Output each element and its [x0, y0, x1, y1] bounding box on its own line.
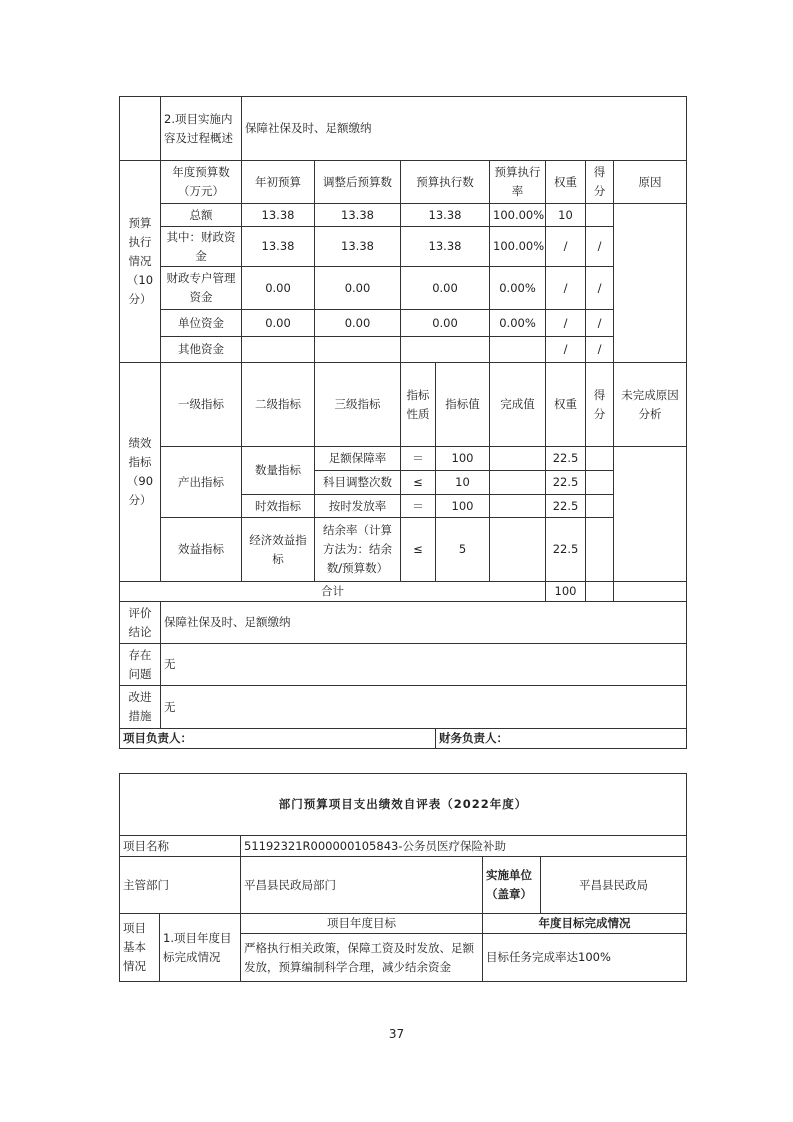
goal-header: 项目年度目标 [241, 914, 483, 934]
finance-lead-label: 财务负责人： [436, 729, 687, 749]
perf-weight: 22.5 [546, 447, 586, 471]
budget-initial: 13.38 [242, 204, 315, 227]
conclusion-label: 评价结论 [120, 602, 161, 644]
budget-weight: / [546, 337, 586, 363]
perf-nature: ＝ [401, 447, 436, 471]
perf-header: 未完成原因分析 [614, 363, 687, 447]
form-title: 部门预算项目支出绩效自评表（2022年度） [120, 774, 687, 836]
total-score [586, 582, 614, 602]
budget-header: 得分 [586, 161, 614, 204]
perf-score [586, 447, 614, 471]
budget-rate: 0.00% [490, 267, 546, 310]
budget-rate: 0.00% [490, 310, 546, 337]
perf-score [586, 495, 614, 518]
budget-header: 预算执行率 [490, 161, 546, 204]
budget-rate [490, 337, 546, 363]
perf-row-name: 按时发放率 [315, 495, 401, 518]
budget-initial: 0.00 [242, 267, 315, 310]
perf-done [490, 495, 546, 518]
perf-row-name: 科目调整次数 [315, 471, 401, 495]
perf-score [586, 518, 614, 582]
quantity-indicator-label: 数量指标 [242, 447, 315, 495]
budget-weight: 10 [546, 204, 586, 227]
budget-header: 年初预算 [242, 161, 315, 204]
budget-row-name: 财政专户管理资金 [161, 267, 242, 310]
budget-weight: / [546, 267, 586, 310]
perf-reason [614, 447, 687, 582]
budget-row-name: 其他资金 [161, 337, 242, 363]
budget-header: 权重 [546, 161, 586, 204]
budget-header: 年度预算数（万元） [161, 161, 242, 204]
perf-header: 三级指标 [315, 363, 401, 447]
budget-reason [614, 204, 687, 363]
perf-nature: ≤ [401, 471, 436, 495]
budget-score: / [586, 227, 614, 267]
budget-rate: 100.00% [490, 204, 546, 227]
budget-initial: 13.38 [242, 227, 315, 267]
budget-adjusted [315, 337, 401, 363]
perf-target: 100 [436, 495, 490, 518]
budget-header: 预算执行数 [401, 161, 490, 204]
budget-executed: 0.00 [401, 267, 490, 310]
budget-row-name: 单位资金 [161, 310, 242, 337]
budget-score: / [586, 310, 614, 337]
perf-done [490, 447, 546, 471]
total-reason [614, 582, 687, 602]
budget-weight: / [546, 310, 586, 337]
perf-target: 10 [436, 471, 490, 495]
output-indicator-label: 产出指标 [161, 447, 242, 518]
perf-nature: ≤ [401, 518, 436, 582]
perf-score [586, 471, 614, 495]
budget-row-name: 总额 [161, 204, 242, 227]
perf-row-name: 足额保障率 [315, 447, 401, 471]
budget-executed: 13.38 [401, 227, 490, 267]
basic-info-label: 项目基本情况 [120, 914, 160, 982]
dept-label: 主管部门 [120, 857, 241, 914]
budget-row-name: 其中：财政资金 [161, 227, 242, 267]
perf-header: 指标性质 [401, 363, 436, 447]
total-weight: 100 [546, 582, 586, 602]
perf-row-name: 结余率（计算方法为：结余数/预算数） [315, 518, 401, 582]
perf-header: 二级指标 [242, 363, 315, 447]
perf-weight: 22.5 [546, 495, 586, 518]
budget-rate: 100.00% [490, 227, 546, 267]
page-number: 37 [388, 1027, 405, 1041]
perf-weight: 22.5 [546, 518, 586, 582]
impl-unit-label: 实施单位（盖章） [483, 857, 541, 914]
goal-text: 严格执行相关政策，保障工资及时发放、足额发放，预算编制科学合理，减少结余资金 [241, 934, 483, 982]
budget-adjusted: 0.00 [315, 267, 401, 310]
perf-section-label: 绩效指标（90分） [120, 363, 161, 582]
budget-weight: / [546, 227, 586, 267]
perf-header: 指标值 [436, 363, 490, 447]
perf-nature: ＝ [401, 495, 436, 518]
budget-initial: 0.00 [242, 310, 315, 337]
dept-value: 平昌县民政局部门 [241, 857, 483, 914]
measures-text: 无 [161, 686, 687, 729]
empty-cell [120, 97, 161, 161]
problems-text: 无 [161, 644, 687, 686]
project-name-value: 51192321R000000105843-公务员医疗保险补助 [241, 836, 687, 857]
budget-executed: 0.00 [401, 310, 490, 337]
budget-score [586, 204, 614, 227]
budget-adjusted: 13.38 [315, 227, 401, 267]
budget-executed [401, 337, 490, 363]
completion-header: 年度目标完成情况 [483, 914, 687, 934]
conclusion-text: 保障社保及时、足额缴纳 [161, 602, 687, 644]
measures-label: 改进措施 [120, 686, 161, 729]
budget-score: / [586, 267, 614, 310]
perf-done [490, 518, 546, 582]
perf-target: 5 [436, 518, 490, 582]
perf-target: 100 [436, 447, 490, 471]
budget-score: / [586, 337, 614, 363]
implementation-desc: 保障社保及时、足额缴纳 [242, 97, 687, 161]
perf-header: 完成值 [490, 363, 546, 447]
project-name-label: 项目名称 [120, 836, 241, 857]
perf-done [490, 471, 546, 495]
perf-header: 一级指标 [161, 363, 242, 447]
implementation-label: 2.项目实施内容及过程概述 [161, 97, 242, 161]
benefit-indicator-label: 效益指标 [161, 518, 242, 582]
perf-weight: 22.5 [546, 471, 586, 495]
performance-table [119, 96, 687, 749]
budget-section-label: 预算执行情况（10分） [120, 161, 161, 363]
total-label: 合计 [120, 582, 546, 602]
completion-text: 目标任务完成率达100% [483, 934, 687, 982]
timeliness-indicator-label: 时效指标 [242, 495, 315, 518]
economic-indicator-label: 经济效益指标 [242, 518, 315, 582]
perf-header: 得分 [586, 363, 614, 447]
impl-unit-value: 平昌县民政局 [541, 857, 687, 914]
project-lead-label: 项目负责人： [120, 729, 436, 749]
goal-completion-label: 1.项目年度目标完成情况 [160, 914, 241, 982]
budget-adjusted: 0.00 [315, 310, 401, 337]
self-evaluation-table [119, 773, 687, 982]
budget-adjusted: 13.38 [315, 204, 401, 227]
budget-header: 原因 [614, 161, 687, 204]
budget-initial [242, 337, 315, 363]
perf-header: 权重 [546, 363, 586, 447]
budget-header: 调整后预算数 [315, 161, 401, 204]
problems-label: 存在问题 [120, 644, 161, 686]
budget-executed: 13.38 [401, 204, 490, 227]
